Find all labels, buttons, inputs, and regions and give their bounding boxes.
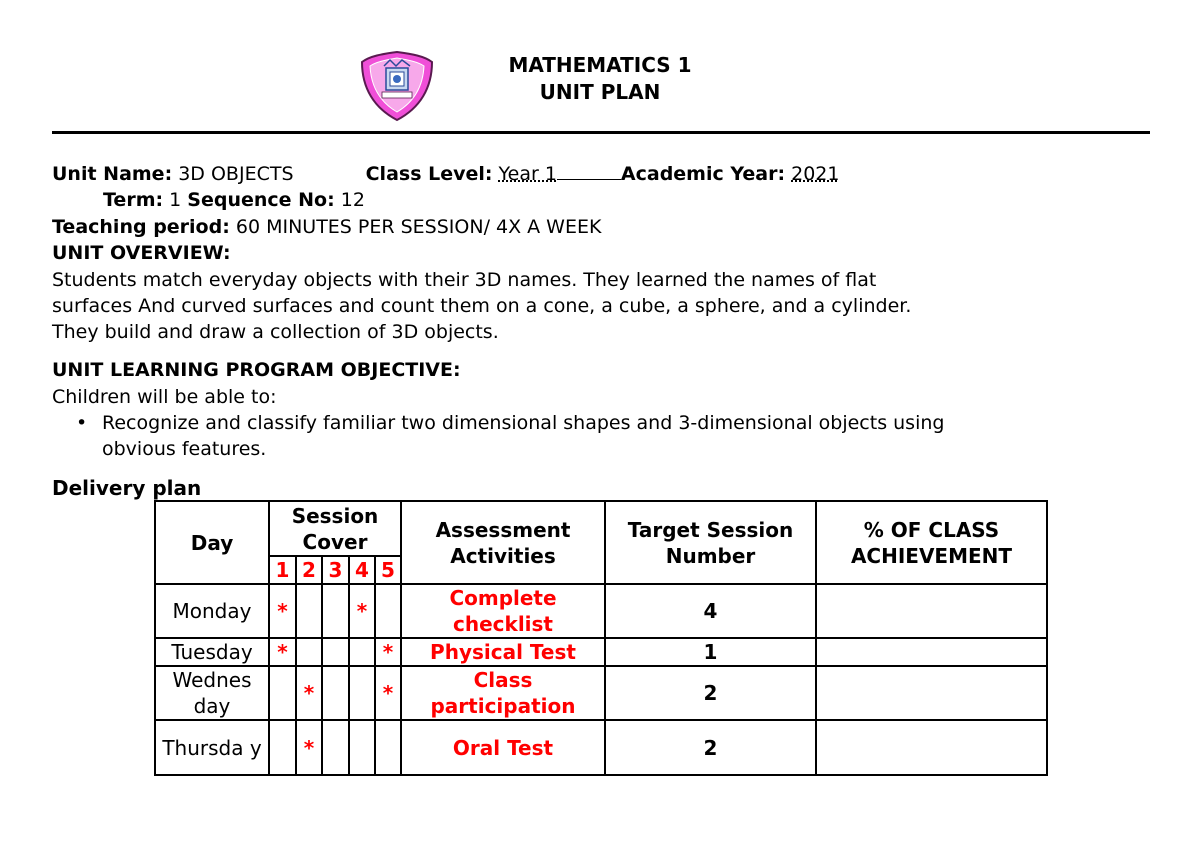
class-level-label: Class Level: — [365, 163, 493, 185]
table-row — [155, 720, 1047, 775]
class-level-blank — [557, 163, 621, 180]
session-mark: * — [296, 720, 322, 775]
overview-line: They build and draw a collection of 3D objects. — [52, 321, 499, 343]
header-day: Day — [155, 501, 269, 584]
session-number: 4 — [349, 556, 375, 584]
academic-year-value: 2021 — [791, 163, 840, 185]
session-mark — [349, 666, 375, 720]
target-cell: 2 — [605, 666, 816, 720]
table-row — [155, 584, 1047, 638]
session-mark — [269, 720, 296, 775]
overview-line: surfaces And curved surfaces and count them on a cone, a cube, a sphere, and a cylinder. — [52, 295, 912, 317]
assessment-cell: Complete checklist — [401, 584, 605, 638]
session-mark — [322, 584, 349, 638]
session-mark: * — [375, 638, 401, 666]
unit-overview-heading: UNIT OVERVIEW: — [52, 242, 231, 264]
table-row — [155, 638, 1047, 666]
session-number: 2 — [296, 556, 322, 584]
target-cell: 1 — [605, 638, 816, 666]
target-cell: 2 — [605, 720, 816, 775]
teaching-period-value: 60 MINUTES PER SESSION/ 4X A WEEK — [235, 216, 602, 238]
session-mark: * — [375, 666, 401, 720]
session-number: 1 — [269, 556, 296, 584]
achievement-cell — [816, 666, 1047, 720]
overview-line: Students match everyday objects with their 3D names. They learned the names of flat — [52, 269, 877, 291]
header-session-cover: Session Cover — [269, 501, 401, 556]
session-mark — [349, 720, 375, 775]
objective-bullet-line: obvious features. — [102, 438, 267, 460]
document-subtitle: UNIT PLAN — [539, 80, 661, 104]
assessment-cell: Class participation — [401, 666, 605, 720]
teaching-period-line — [52, 214, 601, 240]
objective-intro: Children will be able to: — [52, 386, 277, 408]
session-number: 3 — [322, 556, 349, 584]
session-mark: * — [269, 584, 296, 638]
header-class-achievement: % OF CLASS ACHIEVEMENT — [816, 501, 1047, 584]
document-title: MATHEMATICS 1 — [508, 53, 692, 77]
academic-year-label: Academic Year: — [620, 163, 786, 185]
day-cell: Tuesday — [155, 638, 269, 666]
header-target-session: Target Session Number — [605, 501, 816, 584]
assessment-cell: Oral Test — [401, 720, 605, 775]
term-label: Term: — [103, 189, 164, 211]
session-mark — [296, 584, 322, 638]
achievement-cell — [816, 638, 1047, 666]
term-value: 1 — [169, 189, 182, 211]
class-level-value: Year 1 — [498, 163, 557, 185]
session-mark: * — [296, 666, 322, 720]
session-mark — [375, 584, 401, 638]
session-mark: * — [269, 638, 296, 666]
delivery-plan-heading: Delivery plan — [52, 476, 202, 500]
session-number: 5 — [375, 556, 401, 584]
session-mark — [375, 720, 401, 775]
school-crest-logo — [360, 50, 434, 122]
target-cell: 4 — [605, 584, 816, 638]
objective-heading: UNIT LEARNING PROGRAM OBJECTIVE: — [52, 359, 461, 381]
session-mark: * — [349, 584, 375, 638]
unit-name-value: 3D OBJECTS — [178, 163, 294, 185]
bullet-icon: • — [76, 412, 88, 434]
achievement-cell — [816, 584, 1047, 638]
achievement-cell — [816, 720, 1047, 775]
term-info-line — [103, 187, 365, 213]
session-mark — [322, 720, 349, 775]
session-mark — [269, 666, 296, 720]
session-mark — [322, 666, 349, 720]
day-cell: Thursda y — [155, 720, 269, 775]
header-divider — [52, 131, 1150, 134]
session-mark — [296, 638, 322, 666]
objective-bullet-line: Recognize and classify familiar two dimensional shapes and 3-dimensional objects using — [102, 412, 945, 434]
unit-info-line — [52, 161, 839, 187]
assessment-cell: Physical Test — [401, 638, 605, 666]
teaching-period-label: Teaching period: — [52, 216, 230, 238]
header-assessment: Assessment Activities — [401, 501, 605, 584]
unit-name-label: Unit Name: — [52, 163, 173, 185]
table-row — [155, 666, 1047, 720]
session-mark — [322, 638, 349, 666]
sequence-label: Sequence No: — [187, 189, 335, 211]
sequence-value: 12 — [340, 189, 365, 211]
delivery-plan-table — [154, 500, 1048, 776]
session-mark — [349, 638, 375, 666]
day-cell: Monday — [155, 584, 269, 638]
day-cell: Wednes day — [155, 666, 269, 720]
